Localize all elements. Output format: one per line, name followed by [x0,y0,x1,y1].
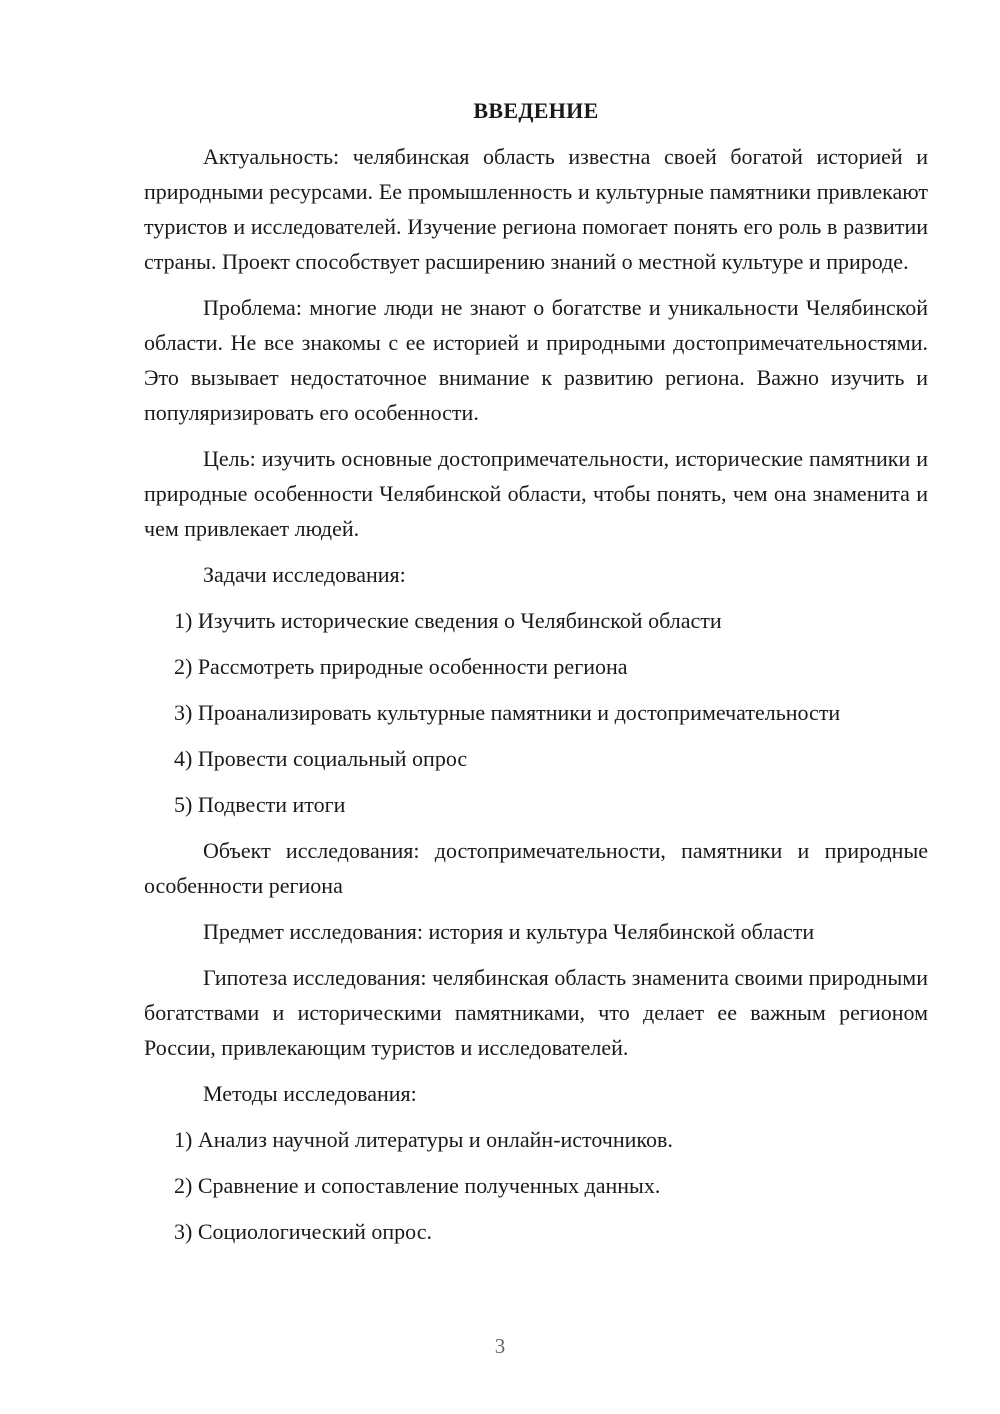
object-paragraph: Объект исследования: достопримечательности, памятники и природные особенности региона [144,838,928,898]
method-item: 3) Социологический опрос. [174,1219,432,1244]
hypothesis-paragraph: Гипотеза исследования: челябинская область знаменита своими природными богатствами и историческими памятниками, что делает ее важным регионом России, привлекающим туристов и исследователей. [144,965,928,1060]
goal-paragraph: Цель: изучить основные достопримечательности, исторические памятники и природные особенности Челябинской области, чтобы понять, чем она знаменита и чем привлекает людей. [144,446,928,541]
method-item: 2) Сравнение и сопоставление полученных данных. [174,1173,661,1198]
methods-heading: Методы исследования: [203,1081,417,1106]
problem-paragraph: Проблема: многие люди не знают о богатстве и уникальности Челябинской области. Не все знакомы с ее историей и природными достопримечательностями. Это вызывает недостаточное внимание к развитию региона. Важно изучить и популяризировать его особенности. [144,295,928,425]
subject-paragraph: Предмет исследования: история и культура Челябинской области [203,919,815,944]
page-title: ВВЕДЕНИЕ [473,98,599,123]
tasks-heading: Задачи исследования: [203,562,406,587]
relevance-paragraph: Актуальность: челябинская область известна своей богатой историей и природными ресурсами. Ее промышленность и культурные памятники привлекают туристов и исследователей. Изучение региона помогает понять его роль в развитии страны. Проект способствует расширению знаний о местной культуре и природе. [144,144,928,274]
method-item: 1) Анализ научной литературы и онлайн-источников. [174,1127,673,1152]
task-item: 4) Провести социальный опрос [174,746,468,771]
task-item: 5) Подвести итоги [174,792,346,817]
task-item: 1) Изучить исторические сведения о Челябинской области [174,608,722,633]
page-number: 3 [494,1334,506,1358]
task-item: 3) Проанализировать культурные памятники и достопримечательности [174,700,841,725]
document-page [144,96,928,1260]
task-item: 2) Рассмотреть природные особенности региона [174,654,628,679]
